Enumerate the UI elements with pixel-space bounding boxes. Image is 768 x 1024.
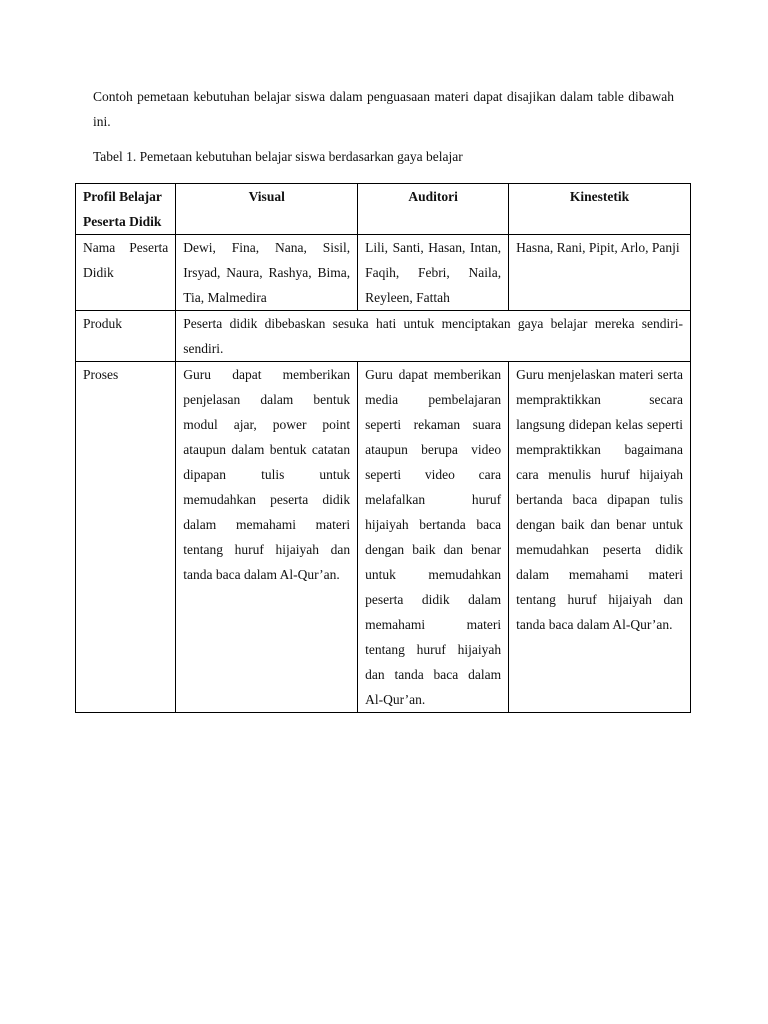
table-row-produk (76, 311, 691, 362)
cell-nama-kinestetik: Hasna, Rani, Pipit, Arlo, Panji (509, 235, 691, 311)
cell-produk-merged: Peserta didik dibebaskan sesuka hati untuk menciptakan gaya belajar mereka sendiri-sendiri. (176, 311, 691, 362)
header-profil: Profil Belajar Peserta Didik (76, 184, 176, 235)
row-label-proses: Proses (76, 362, 176, 713)
cell-proses-auditori: Guru dapat memberikan media pembelajaran seperti rekaman suara ataupun berupa video seperti video cara melafalkan huruf hijaiyah bertanda baca dengan baik dan benar untuk memudahkan peserta didik dalam memahami materi tentang huruf hijaiyah dan tanda baca dalam Al-Qur’an. (358, 362, 509, 713)
table-caption: Tabel 1. Pemetaan kebutuhan belajar siswa berdasarkan gaya belajar (93, 149, 463, 164)
intro-paragraph: Contoh pemetaan kebutuhan belajar siswa dalam penguasaan materi dapat disajikan dalam table dibawah ini. (93, 89, 674, 129)
learning-needs-table (75, 183, 691, 713)
row-label-nama: Nama Peserta Didik (76, 235, 176, 311)
header-visual: Visual (176, 184, 358, 235)
table-row-nama (76, 235, 691, 311)
row-label-produk: Produk (76, 311, 176, 362)
cell-proses-kinestetik: Guru menjelaskan materi serta mempraktikkan secara langsung didepan kelas seperti mempraktikkan bagaimana cara menulis huruf hijaiyah bertanda baca dipapan tulis dengan baik dan benar untuk memudahkan peserta didik dalam memahami materi tentang huruf hijaiyah dan tanda baca dalam Al-Qur’an. (509, 362, 691, 713)
table-header-row (76, 184, 691, 235)
header-kinestetik: Kinestetik (509, 184, 691, 235)
cell-proses-visual: Guru dapat memberikan penjelasan dalam bentuk modul ajar, power point ataupun dalam bentuk catatan dipapan tulis untuk memudahkan peserta didik dalam memahami materi tentang huruf hijaiyah dan tanda baca dalam Al-Qur’an. (176, 362, 358, 713)
cell-nama-visual: Dewi, Fina, Nana, Sisil, Irsyad, Naura, Rashya, Bima, Tia, Malmedira (176, 235, 358, 311)
header-auditori: Auditori (358, 184, 509, 235)
cell-nama-auditori: Lili, Santi, Hasan, Intan, Faqih, Febri, Naila, Reyleen, Fattah (358, 235, 509, 311)
table-row-proses (76, 362, 691, 713)
